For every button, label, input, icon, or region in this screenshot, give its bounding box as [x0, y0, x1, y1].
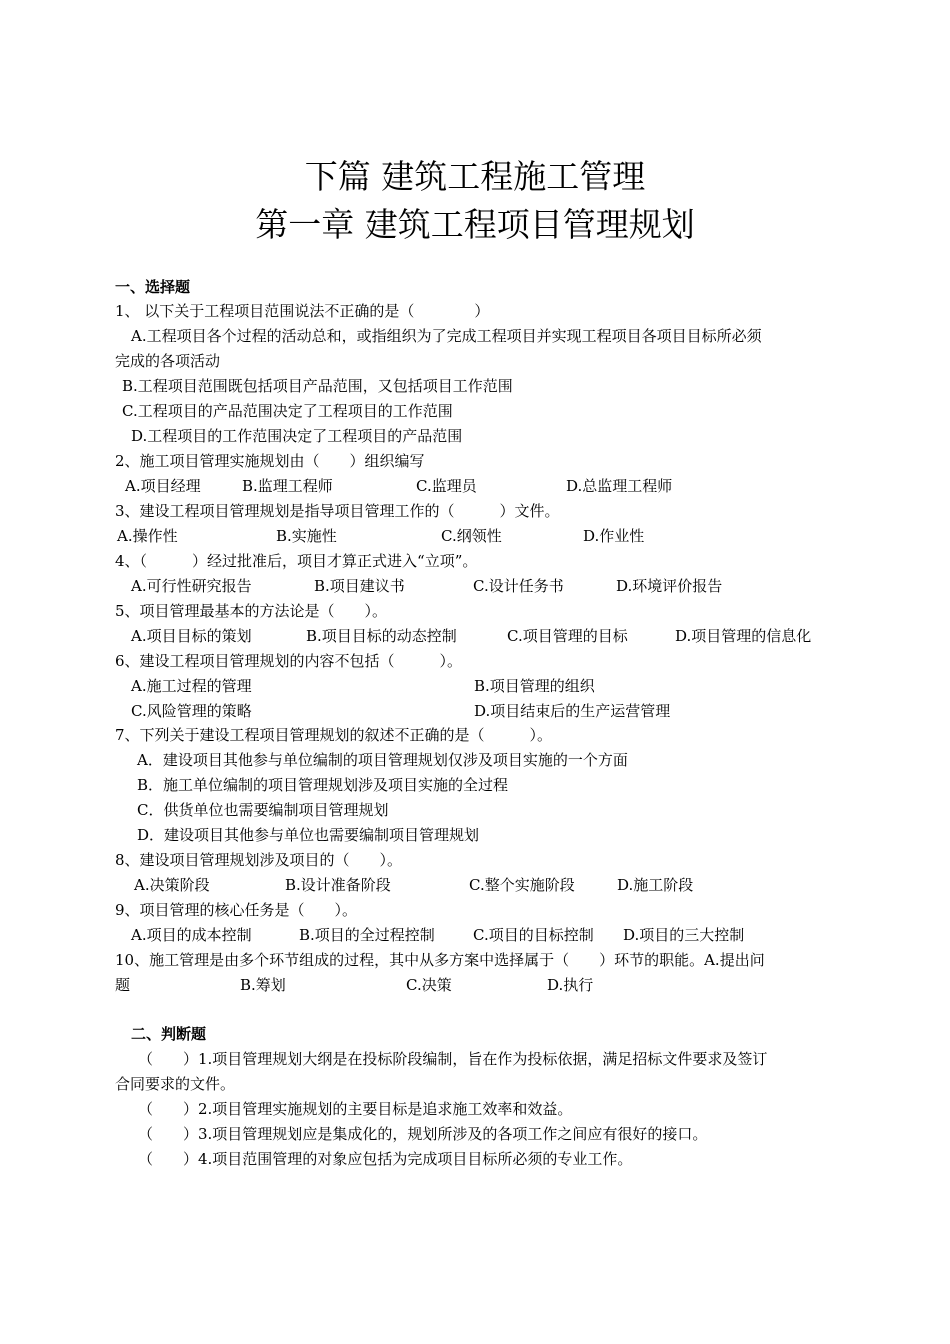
question-5-option-a: A.项目目标的策划 — [131, 627, 252, 645]
section-heading-choice: 一、选择题 — [115, 278, 191, 296]
question-10-option-a-cont: 题 — [115, 976, 131, 994]
question-2-option-c: C.监理员 — [416, 477, 477, 495]
question-8-option-b: B.设计准备阶段 — [285, 876, 391, 894]
question-3-option-b: B.实施性 — [276, 527, 337, 545]
question-5-option-c: C.项目管理的目标 — [507, 627, 628, 645]
question-10-option-b: B.筹划 — [240, 976, 286, 994]
question-5-stem: 5、项目管理最基本的方法论是（ ）。 — [115, 602, 388, 620]
question-7-option-b: B．施工单位编制的项目管理规划涉及项目实施的全过程 — [137, 776, 509, 794]
question-9-option-c: C.项目的目标控制 — [473, 926, 594, 944]
question-6-option-a: A.施工过程的管理 — [131, 677, 252, 695]
question-1-option-b: B.工程项目范围既包括项目产品范围，又包括项目工作范围 — [122, 377, 513, 395]
question-2-options — [0, 474, 950, 499]
question-9-option-b: B.项目的全过程控制 — [299, 926, 435, 944]
judgment-1: （ ）1.项目管理规划大纲是在投标阶段编制，旨在作为投标依据，满足招标文件要求及签订 — [138, 1050, 768, 1068]
question-6-stem: 6、建设工程项目管理规划的内容不包括（ ）。 — [115, 652, 463, 670]
question-7-option-d: D．建设项目其他参与单位也需要编制项目管理规划 — [137, 826, 480, 844]
question-3-option-a: A.操作性 — [117, 527, 178, 545]
question-2-option-a: A.项目经理 — [125, 477, 201, 495]
question-9-stem: 9、项目管理的核心任务是（ ）。 — [115, 901, 358, 919]
question-8-option-c: C.整个实施阶段 — [469, 876, 575, 894]
question-2-option-b: B.监理工程师 — [242, 477, 333, 495]
question-6-option-c: C.风险管理的策略 — [131, 702, 252, 720]
judgment-2: （ ）2.项目管理实施规划的主要目标是追求施工效率和效益。 — [138, 1100, 573, 1118]
question-4-option-d: D.环境评价报告 — [616, 577, 723, 595]
question-3-options — [0, 524, 950, 549]
question-7-option-c: C．供货单位也需要编制项目管理规划 — [137, 801, 389, 819]
judgment-3: （ ）3.项目管理规划应是集成化的，规划所涉及的各项工作之间应有很好的接口。 — [138, 1125, 708, 1143]
question-3-option-d: D.作业性 — [583, 527, 645, 545]
question-3-option-c: C.纲领性 — [441, 527, 502, 545]
question-9-option-a: A.项目的成本控制 — [131, 926, 252, 944]
question-7-option-a: A．建设项目其他参与单位编制的项目管理规划仅涉及项目实施的一个方面 — [137, 751, 628, 769]
question-4-option-b: B.项目建议书 — [314, 577, 405, 595]
question-10-stem: 10、施工管理是由多个环节组成的过程，其中从多方案中选择属于（ ）环节的职能。A.提出问 — [115, 951, 765, 969]
question-5-option-d: D.项目管理的信息化 — [675, 627, 812, 645]
question-5-option-b: B.项目目标的动态控制 — [306, 627, 457, 645]
question-4-options — [0, 574, 950, 599]
judgment-4: （ ）4.项目范围管理的对象应包括为完成项目目标所必须的专业工作。 — [138, 1150, 633, 1168]
question-9-options — [0, 923, 950, 948]
section-heading-judgment: 二、判断题 — [131, 1025, 207, 1043]
question-1-option-c: C.工程项目的产品范围决定了工程项目的工作范围 — [122, 402, 453, 420]
judgment-1-cont: 合同要求的文件。 — [115, 1075, 236, 1093]
question-10-options — [0, 973, 950, 998]
question-1-stem: 1、 以下关于工程项目范围说法不正确的是（ ） — [115, 302, 490, 320]
question-6-option-d: D.项目结束后的生产运营管理 — [474, 702, 671, 720]
chapter-title: 第一章 建筑工程项目管理规划 — [255, 205, 695, 244]
question-4-stem: 4、（ ）经过批准后，项目才算正式进入“立项”。 — [115, 552, 478, 570]
question-5-options — [0, 624, 950, 649]
question-4-option-a: A.可行性研究报告 — [131, 577, 252, 595]
question-1-option-a: A.工程项目各个过程的活动总和，或指组织为了完成工程项目并实现工程项目各项目目标所必须 — [131, 327, 762, 345]
question-8-option-a: A.决策阶段 — [134, 876, 210, 894]
question-10-option-c: C.决策 — [406, 976, 452, 994]
question-7-stem: 7、下列关于建设工程项目管理规划的叙述不正确的是（ ）。 — [115, 726, 553, 744]
question-6-option-b: B.项目管理的组织 — [474, 677, 595, 695]
question-1-option-a-cont: 完成的各项活动 — [115, 352, 221, 370]
question-1-option-d: D.工程项目的工作范围决定了工程项目的产品范围 — [131, 427, 463, 445]
question-6-options-cd — [0, 699, 950, 724]
question-8-stem: 8、建设项目管理规划涉及项目的（ ）。 — [115, 851, 403, 869]
question-2-stem: 2、施工项目管理实施规划由（ ）组织编写 — [115, 452, 425, 470]
question-10-option-d: D.执行 — [547, 976, 594, 994]
part-title: 下篇 建筑工程施工管理 — [304, 157, 646, 196]
question-3-stem: 3、建设工程项目管理规划是指导项目管理工作的（ ）文件。 — [115, 502, 560, 520]
question-6-options-ab — [0, 674, 950, 699]
question-9-option-d: D.项目的三大控制 — [623, 926, 745, 944]
question-8-options — [0, 873, 950, 898]
question-8-option-d: D.施工阶段 — [617, 876, 694, 894]
question-2-option-d: D.总监理工程师 — [566, 477, 673, 495]
question-4-option-c: C.设计任务书 — [473, 577, 564, 595]
